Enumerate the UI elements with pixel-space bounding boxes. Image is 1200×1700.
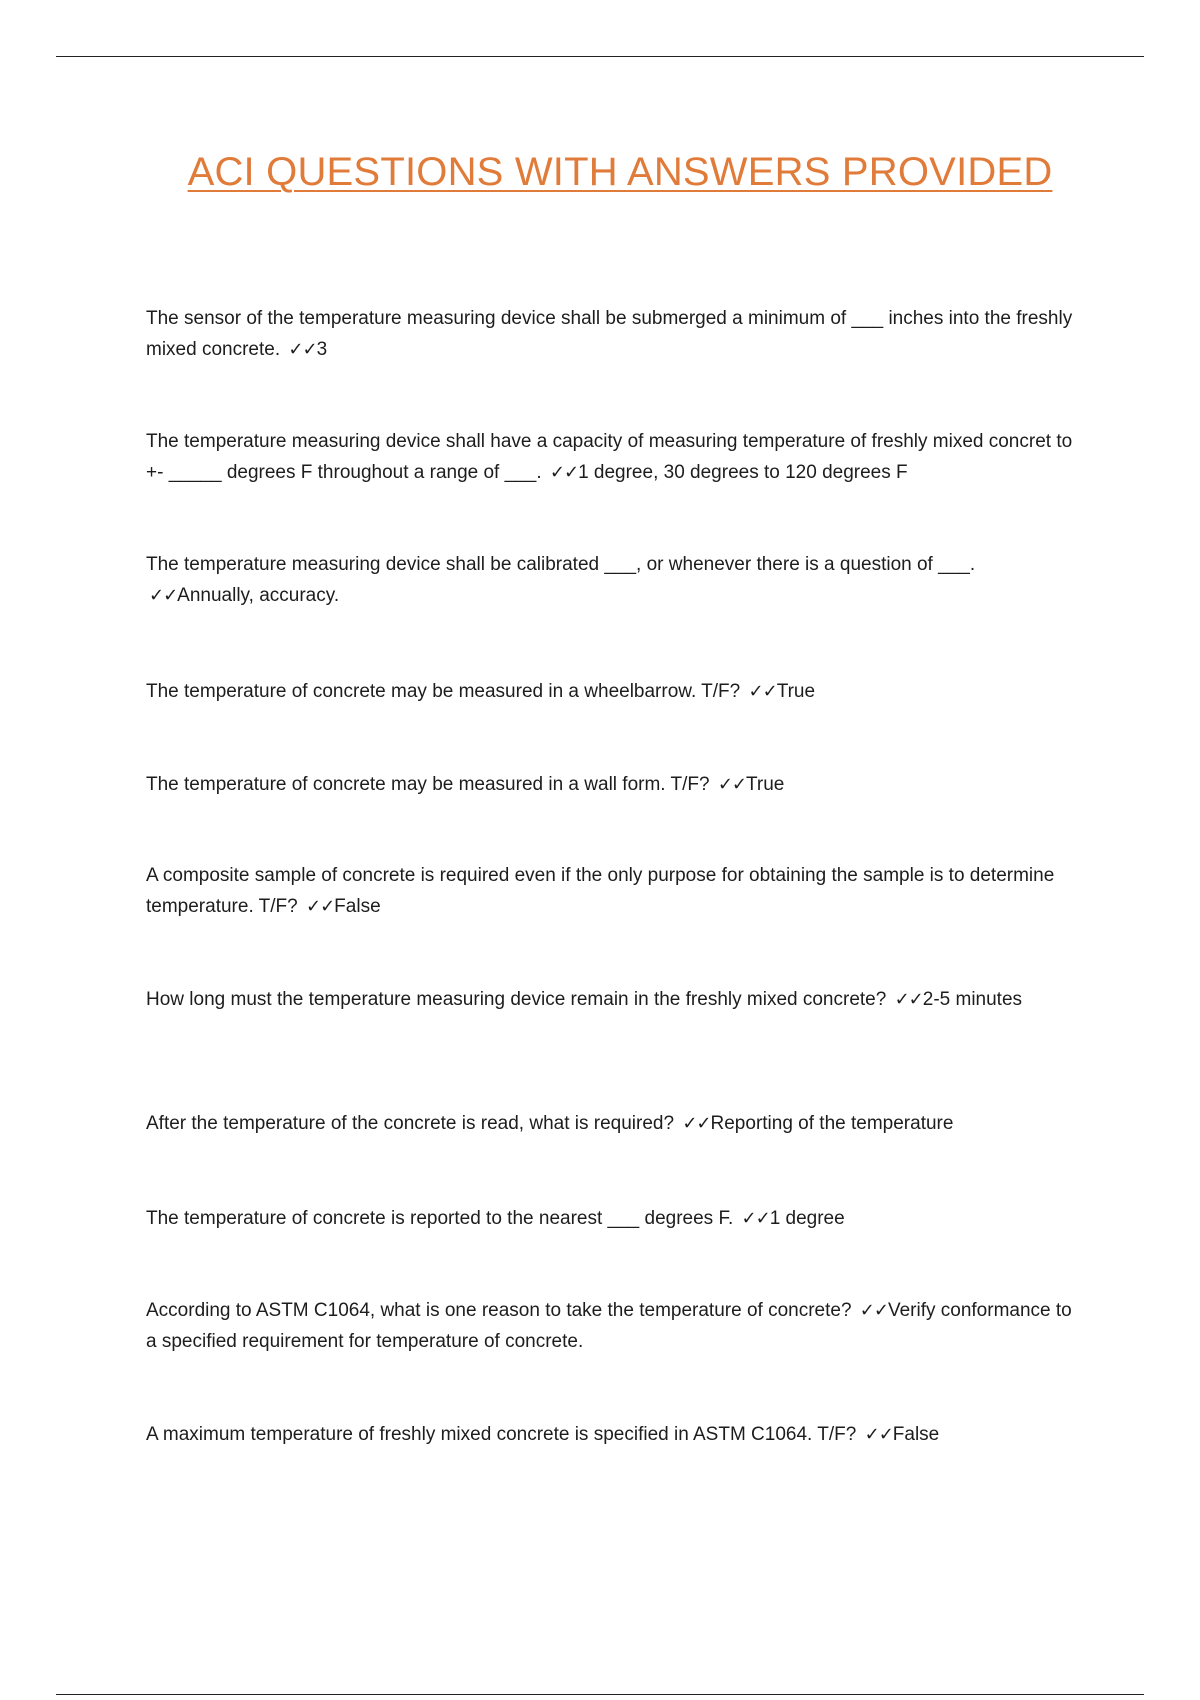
double-check-icon: ✓✓ bbox=[894, 989, 923, 1010]
qa-item bbox=[146, 1295, 1086, 1357]
question-text: The temperature measuring device shall be calibrated ___, or whenever there is a question of ___. bbox=[146, 554, 976, 575]
question-text: According to ASTM C1064, what is one reason to take the temperature of concrete? bbox=[146, 1300, 852, 1321]
qa-item bbox=[146, 1203, 1086, 1234]
question-text: A maximum temperature of freshly mixed concrete is specified in ASTM C1064. T/F? bbox=[146, 1424, 857, 1445]
qa-item bbox=[146, 676, 1086, 707]
question-text: The sensor of the temperature measuring device shall be submerged a minimum of ___ inches into the freshly mixed concrete. bbox=[146, 308, 1073, 360]
double-check-icon: ✓✓ bbox=[149, 585, 178, 606]
answer-text: True bbox=[746, 774, 785, 795]
question-text: The temperature measuring device shall have a capacity of measuring temperature of freshly mixed concret to +- _____ degrees F throughout a range of ___. bbox=[146, 431, 1073, 483]
top-divider bbox=[56, 56, 1144, 57]
answer-text: True bbox=[776, 681, 816, 702]
answer-text: 3 bbox=[316, 339, 328, 360]
qa-item bbox=[146, 984, 1086, 1015]
answer-text: False bbox=[892, 1424, 940, 1445]
double-check-icon: ✓✓ bbox=[549, 462, 579, 483]
double-check-icon: ✓✓ bbox=[717, 774, 747, 795]
question-text: The temperature of concrete may be measured in a wall form. T/F? bbox=[146, 774, 710, 795]
double-check-icon: ✓✓ bbox=[288, 339, 317, 360]
qa-item bbox=[146, 1108, 1086, 1139]
answer-text: 1 degree bbox=[769, 1208, 845, 1229]
double-check-icon: ✓✓ bbox=[864, 1424, 893, 1445]
qa-item bbox=[146, 303, 1086, 365]
qa-item bbox=[146, 549, 1086, 611]
qa-item bbox=[146, 1419, 1086, 1450]
question-text: A composite sample of concrete is required even if the only purpose for obtaining the sample is to determine temperature. T/F? bbox=[146, 865, 1055, 917]
bottom-divider bbox=[56, 1694, 1144, 1695]
double-check-icon: ✓✓ bbox=[306, 896, 335, 917]
qa-item bbox=[146, 426, 1086, 488]
question-text: The temperature of concrete may be measured in a wheelbarrow. T/F? bbox=[146, 681, 741, 702]
answer-text: Annually, accuracy. bbox=[177, 585, 340, 606]
qa-item bbox=[146, 860, 1086, 922]
answer-text: 1 degree, 30 degrees to 120 degrees F bbox=[578, 462, 908, 483]
double-check-icon: ✓✓ bbox=[859, 1300, 888, 1321]
question-text: The temperature of concrete is reported to the nearest ___ degrees F. bbox=[146, 1208, 734, 1229]
answer-text: False bbox=[334, 896, 381, 917]
double-check-icon: ✓✓ bbox=[741, 1208, 770, 1229]
answer-text: Reporting of the temperature bbox=[710, 1113, 954, 1134]
double-check-icon: ✓✓ bbox=[682, 1113, 711, 1134]
answer-text: Verify conformance to a specified requirement for temperature of concrete. bbox=[146, 1300, 1072, 1352]
qa-item bbox=[146, 769, 1086, 800]
double-check-icon: ✓✓ bbox=[748, 681, 777, 702]
page-title: ACI QUESTIONS WITH ANSWERS PROVIDED bbox=[187, 150, 1053, 194]
answer-text: 2-5 minutes bbox=[922, 989, 1023, 1010]
question-text: How long must the temperature measuring device remain in the freshly mixed concrete? bbox=[146, 989, 887, 1010]
question-text: After the temperature of the concrete is read, what is required? bbox=[146, 1113, 675, 1134]
